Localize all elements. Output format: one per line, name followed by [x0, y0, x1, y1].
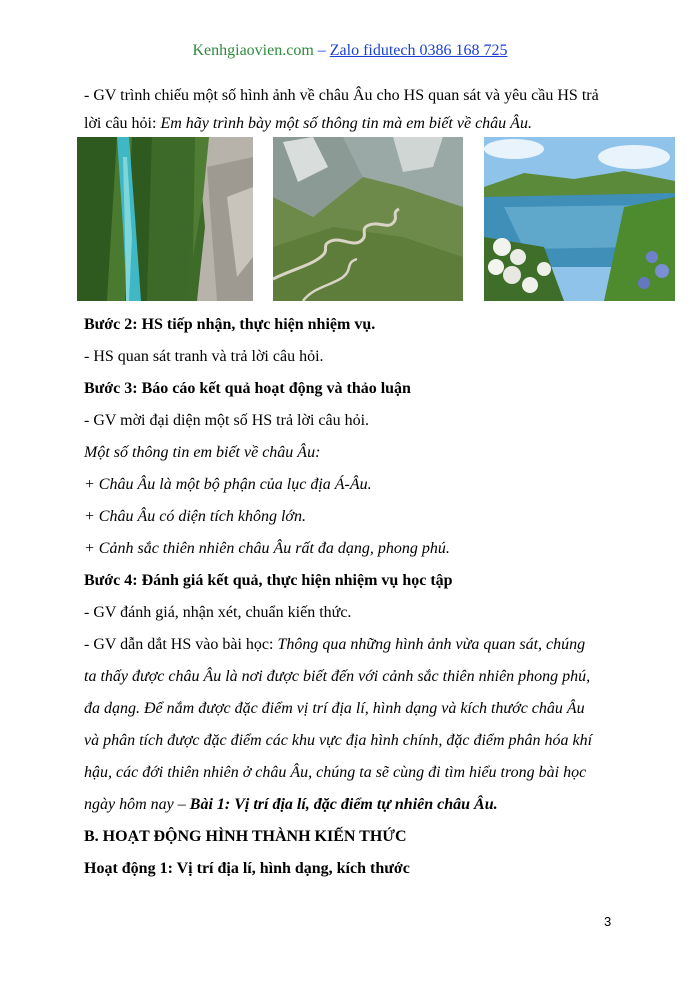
- lead-line: ta thấy được châu Âu là nơi được biết đến với cảnh sắc thiên nhiên phong phú,: [84, 668, 591, 685]
- info-item: + Châu Âu là một bộ phận của lục địa Á-Âu.: [84, 476, 372, 493]
- lead-italic: Thông qua những hình ảnh vừa quan sát, chúng: [277, 636, 586, 653]
- lesson-title: Bài 1: Vị trí địa lí, đặc điểm tự nhiên châu Âu.: [189, 796, 498, 813]
- header-site-link[interactable]: Kenhgiaovien.com: [192, 42, 314, 59]
- step4-heading: Bước 4: Đánh giá kết quả, thực hiện nhiệm vụ học tập: [84, 572, 453, 589]
- lead-plain: - GV dẫn dắt HS vào bài học:: [84, 636, 278, 653]
- lead-line: đa dạng. Để nắm được đặc điểm vị trí địa lí, hình dạng và kích thước châu Âu: [84, 700, 585, 717]
- mountain-road-photo: [273, 137, 463, 301]
- header-zalo-link[interactable]: Zalo fidutech 0386 168 725: [329, 42, 508, 59]
- info-item: + Cảnh sắc thiên nhiên châu Âu rất đa dạng, phong phú.: [84, 540, 450, 557]
- step2-line: - HS quan sát tranh và trả lời câu hỏi.: [84, 348, 324, 365]
- step3-heading: Bước 3: Báo cáo kết quả hoạt động và thảo luận: [84, 380, 411, 397]
- header-separator: –: [313, 42, 330, 59]
- lead-last-italic: ngày hôm nay –: [84, 796, 190, 813]
- lead-line: hậu, các đới thiên nhiên ở châu Âu, chúng ta sẽ cùng đi tìm hiểu trong bài học: [84, 764, 587, 781]
- activity-1-heading: Hoạt động 1: Vị trí địa lí, hình dạng, kích thước: [84, 860, 410, 877]
- section-b-heading: B. HOẠT ĐỘNG HÌNH THÀNH KIẾN THỨC: [84, 828, 407, 845]
- lake-flowers-photo: [484, 137, 675, 301]
- canyon-river-photo: [77, 137, 253, 301]
- lead-line-1: [84, 635, 585, 655]
- intro-line-1: - GV trình chiếu một số hình ảnh về châu Âu cho HS quan sát và yêu cầu HS trả: [84, 87, 599, 104]
- page-header: [0, 42, 700, 60]
- intro-question: Em hãy trình bày một số thông tin mà em biết về châu Âu.: [160, 115, 532, 132]
- lead-line: và phân tích được đặc điểm các khu vực địa hình chính, đặc điểm phân hóa khí: [84, 732, 593, 749]
- intro-line-2: [84, 114, 532, 134]
- step2-heading: Bước 2: HS tiếp nhận, thực hiện nhiệm vụ.: [84, 316, 376, 333]
- lead-last-line: [84, 795, 498, 815]
- info-title: Một số thông tin em biết về châu Âu:: [84, 444, 321, 461]
- step4-line: - GV đánh giá, nhận xét, chuẩn kiến thức.: [84, 604, 352, 621]
- page-number: 3: [604, 914, 612, 929]
- intro-line-2-plain: lời câu hỏi:: [84, 115, 161, 132]
- step3-line: - GV mời đại diện một số HS trả lời câu hỏi.: [84, 412, 370, 429]
- info-item: + Châu Âu có diện tích không lớn.: [84, 508, 306, 525]
